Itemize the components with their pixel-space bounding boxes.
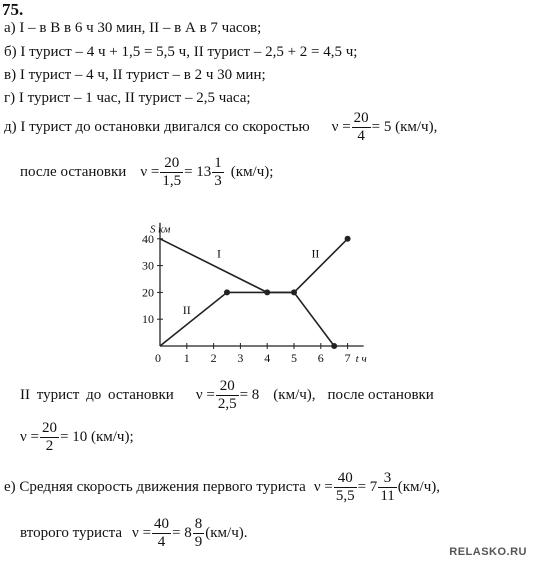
answer-line-v: в) I турист – 4 ч, II турист – в 2 ч 30 мин; [4, 67, 266, 83]
d-v3-unit: (км/ч), [273, 387, 316, 403]
e-v2-mixed-fraction [193, 516, 205, 551]
answer-line-g: г) I турист – 1 час, II турист – 2,5 часа; [4, 90, 251, 106]
d-v2-eq: = 13 [184, 164, 212, 180]
d-v4-fraction [40, 420, 59, 455]
d-v2-rhs: (км/ч); [230, 164, 274, 180]
x-tick-label: 4 [264, 351, 271, 365]
d-v4-num: 20 [42, 420, 57, 436]
d-v1-lhs: ν = [331, 119, 351, 135]
e-v2-fraction [152, 516, 171, 551]
e-v1-fraction [334, 470, 357, 505]
d-v4-lhs: ν = [20, 429, 39, 445]
x-tick-label: 7 [344, 351, 351, 365]
watermark: RELASKO.RU [449, 546, 527, 558]
x-tick-label: 5 [291, 351, 297, 365]
x-tick-label: 0 [155, 351, 161, 365]
e-v1-num: 40 [334, 470, 357, 488]
x-tick-label: 1 [183, 351, 190, 365]
d-prefix: д) I турист до остановки двигался со скоростью [4, 119, 310, 135]
d-v2-lhs: ν = [140, 164, 160, 180]
x-tick-label: 3 [237, 351, 244, 365]
y-tick-label: 10 [142, 312, 154, 327]
data-point [264, 289, 270, 295]
d-v2-mixed-num: 1 [214, 155, 222, 171]
d-v1-fraction [352, 110, 371, 145]
d-v3-fraction [216, 378, 239, 413]
d-second-prefix: II турист до остановки [20, 387, 174, 403]
answer-line-d3 [20, 378, 434, 413]
e-v2-rhs: (км/ч). [205, 525, 248, 541]
data-point [331, 343, 337, 349]
y-tick-label: 40 [142, 231, 154, 246]
e-v1-den: 5,5 [335, 488, 355, 504]
d-v2-mixed-den: 3 [214, 173, 222, 189]
data-point [224, 289, 230, 295]
e-v2-den: 4 [157, 534, 166, 550]
e-v1-rhs: (км/ч), [397, 479, 440, 495]
data-point [291, 289, 297, 295]
d-v4-den: 2 [45, 438, 54, 454]
e-v2-num: 40 [154, 516, 170, 532]
answer-line-e1 [4, 470, 440, 505]
x-tick-label: 2 [210, 351, 217, 365]
distance-time-chart [120, 205, 370, 375]
y-axis-label: S км [150, 223, 171, 236]
d-v3-num: 20 [216, 378, 239, 396]
e-prefix: е) Средняя скорость движения первого туриста [4, 479, 306, 495]
e-v1-mixed-den: 11 [380, 488, 395, 504]
d-after-label: после остановки [20, 164, 127, 180]
series-line-ii [160, 239, 348, 346]
d-v3-lhs: ν = [195, 387, 215, 403]
d-v2-den: 1,5 [162, 173, 182, 189]
d-v4-rhs: = 10 (км/ч); [60, 429, 134, 445]
x-axis-label: t ч [355, 353, 367, 365]
series-label: II [311, 246, 320, 261]
e-v1-eq: = 7 [357, 479, 378, 495]
data-point [345, 236, 351, 242]
e-v1-lhs: ν = [313, 479, 333, 495]
d-v3-tail: после остановки [327, 387, 434, 403]
d-v2-mixed-fraction [212, 155, 224, 190]
e-v2-mixed-num: 8 [194, 516, 203, 532]
d-v1-den: 4 [357, 128, 365, 144]
answer-line-d2 [20, 155, 273, 190]
y-tick-label: 20 [142, 285, 154, 300]
answer-line-a: а) I – в В в 6 ч 30 мин, II – в А в 7 часов; [4, 20, 262, 36]
series-label: II [182, 302, 191, 317]
x-tick-label: 6 [317, 351, 324, 365]
e-second-prefix: второго туриста [20, 525, 123, 541]
d-v2-num: 20 [160, 155, 183, 173]
answer-line-b: б) I турист – 4 ч + 1,5 = 5,5 ч, II турист – 2,5 + 2 = 4,5 ч; [4, 44, 358, 60]
d-v1-num: 20 [353, 110, 369, 126]
series-label: I [216, 246, 221, 261]
y-tick-label: 30 [142, 258, 154, 273]
problem-number: 75. [2, 0, 24, 19]
d-v2-fraction [160, 155, 183, 190]
e-v2-mixed-den: 9 [194, 534, 203, 550]
answer-line-e2 [20, 516, 248, 551]
d-v3-rhs: = 8 [239, 387, 260, 403]
d-v1-rhs: = 5 (км/ч), [371, 119, 438, 135]
e-v2-eq: = 8 [172, 525, 192, 541]
e-v1-mixed-num: 3 [378, 470, 396, 488]
e-v1-mixed-fraction [378, 470, 396, 505]
answer-line-d1 [4, 110, 437, 145]
d-v3-den: 2,5 [217, 396, 237, 412]
answer-line-d4 [20, 420, 134, 455]
e-v2-lhs: ν = [132, 525, 152, 541]
